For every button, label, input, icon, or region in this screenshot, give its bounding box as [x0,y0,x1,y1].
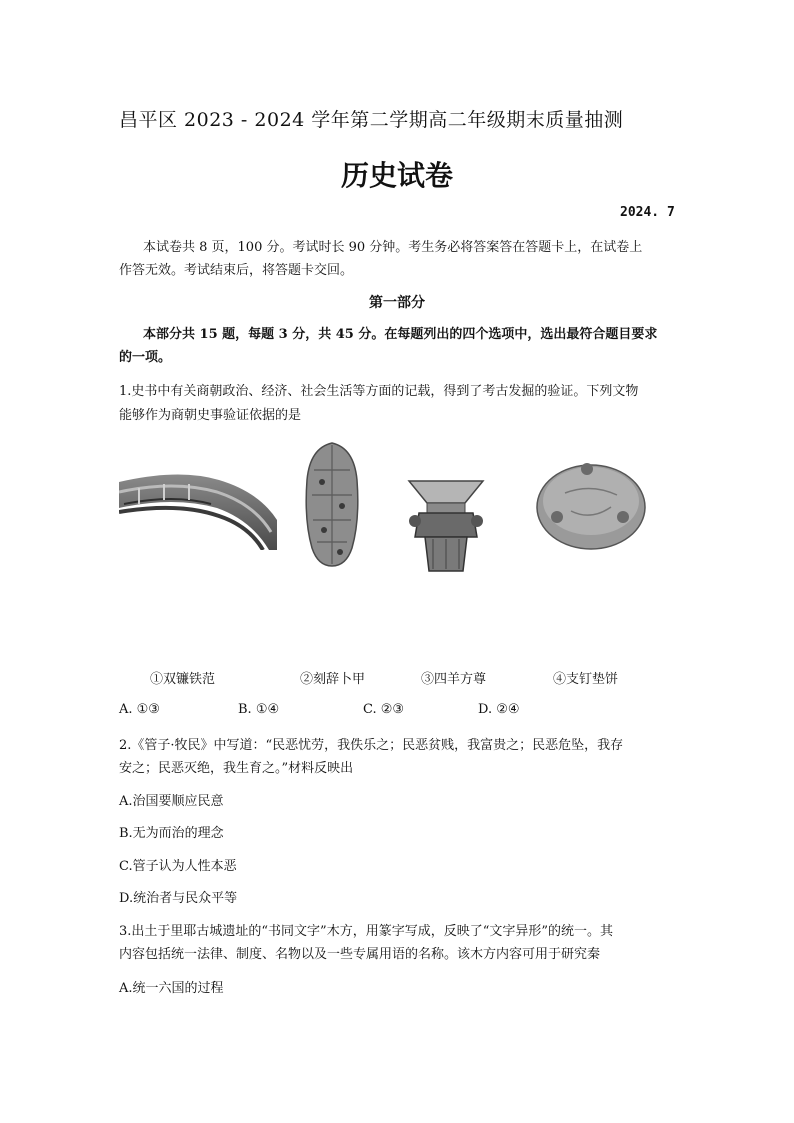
question-1-option-a[interactable]: A. ①③ [119,702,160,717]
exam-header-title: 昌平区 2023 - 2024 学年第二学期高二年级期末质量抽测 [119,109,624,131]
question-3-stem-line-1: 3.出土于里耶古城遗址的“书同文字”木方，用篆字写成，反映了“文字异形”的统一。其 [119,924,613,939]
question-1-stem-line-2: 能够作为商朝史事验证依据的是 [119,408,302,423]
question-2-option-a[interactable]: A.治国要顺应民意 [119,794,224,809]
exam-main-title: 历史试卷 [340,159,453,192]
question-2-option-d[interactable]: D.统治者与民众平等 [119,891,238,906]
question-1-stem-line-1: 1.史书中有关商朝政治、经济、社会生活等方面的记载，得到了考古发掘的验证。下列文物 [119,384,639,399]
question-3-stem-line-2: 内容包括统一法律、制度、名物以及一些专属用语的名称。该木方内容可用于研究秦 [119,947,601,962]
part1-desc-line-2: 的一项。 [119,350,172,365]
caption-2: ②刻辞卜甲 [300,672,366,687]
question-1-option-b[interactable]: B. ①④ [238,702,280,717]
question-2-stem-line-1: 2.《管子·牧民》中写道：“民恶忧劳，我佚乐之；民恶贫贱，我富贵之；民恶危坠，我存 [119,738,624,753]
part1-title: 第一部分 [369,295,425,311]
question-1-option-c[interactable]: C. ②③ [363,702,405,717]
four-ram-square-zun-image [405,475,487,575]
question-2-option-b[interactable]: B.无为而治的理念 [119,826,224,841]
caption-3: ③四羊方尊 [421,672,487,687]
double-sickle-iron-mold-image [119,460,277,550]
nail-support-pad-image [535,455,647,553]
question-3-option-a[interactable]: A.统一六国的过程 [119,981,224,996]
instructions-line-2: 作答无效。考试结束后，将答题卡交回。 [119,263,354,278]
question-2-option-c[interactable]: C.管子认为人性本恶 [119,859,237,874]
exam-date: 2024. 7 [620,205,675,220]
caption-4: ④支钉垫饼 [553,672,619,687]
oracle-bone-shell-image [302,440,362,570]
instructions-line-1: 本试卷共 8 页，100 分。考试时长 90 分钟。考生务必将答案答在答题卡上，在试卷上 [143,240,643,255]
part1-desc-line-1: 本部分共 15 题，每题 3 分，共 45 分。在每题列出的四个选项中，选出最符合题目要求 [143,327,658,342]
caption-1: ①双镰铁范 [150,672,216,687]
question-2-stem-line-2: 安之；民恶灭绝，我生育之。”材料反映出 [119,761,354,776]
question-1-option-d[interactable]: D. ②④ [478,702,520,717]
